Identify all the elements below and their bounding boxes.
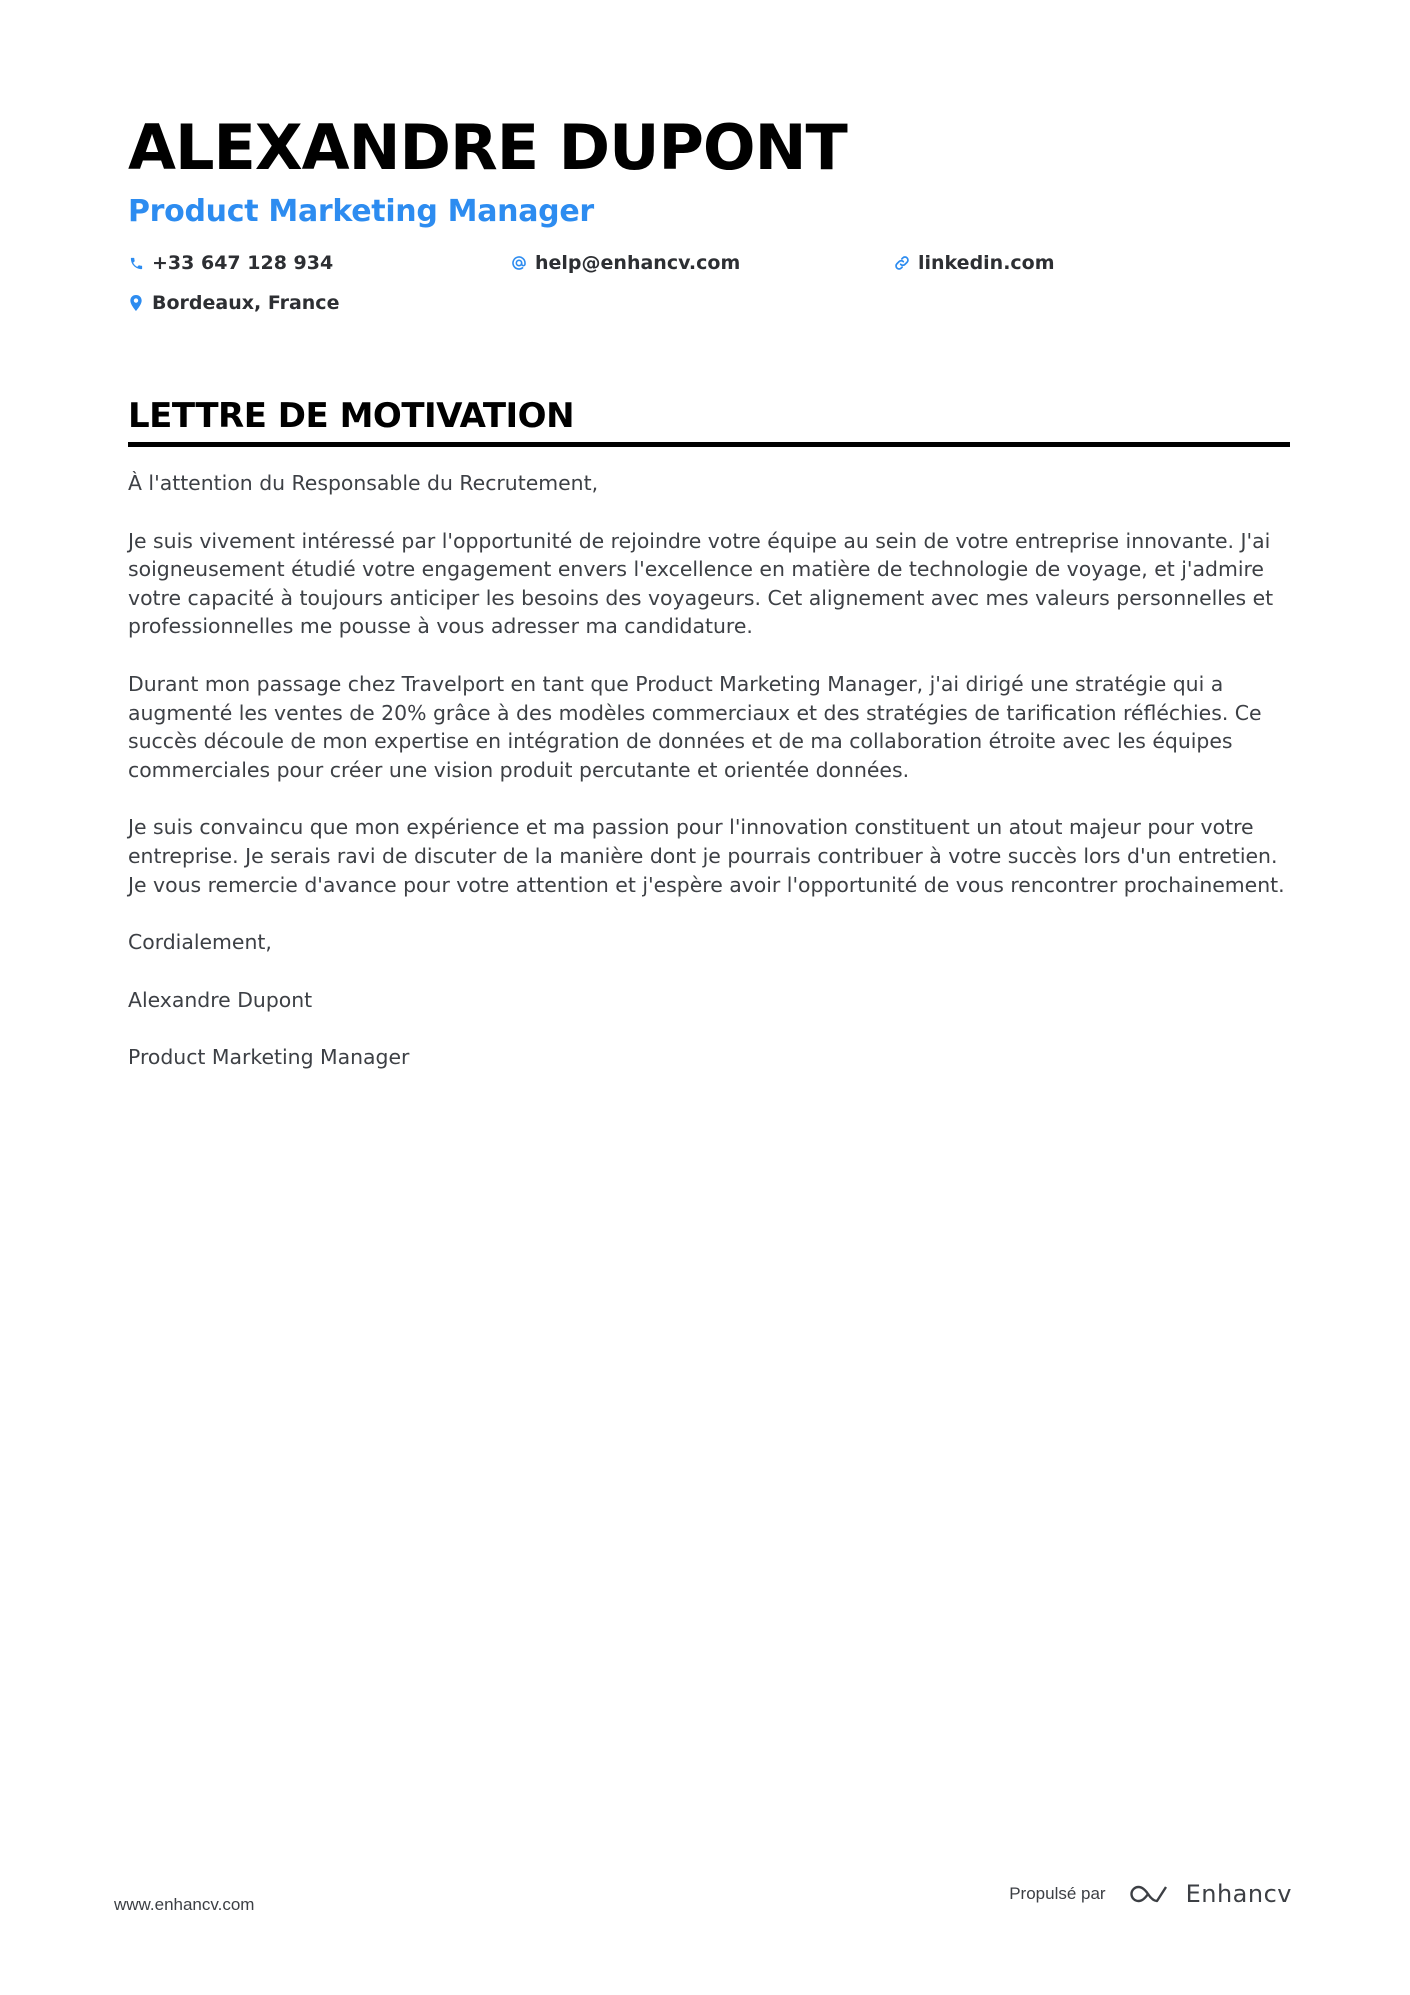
section-title: LETTRE DE MOTIVATION bbox=[128, 392, 1290, 447]
phone-text: +33 647 128 934 bbox=[152, 252, 334, 274]
location-text: Bordeaux, France bbox=[152, 292, 340, 314]
at-icon bbox=[511, 255, 527, 271]
enhancv-logo[interactable] bbox=[1128, 1880, 1292, 1908]
link-icon bbox=[894, 255, 910, 271]
powered-by-label: Propulsé par bbox=[1009, 1884, 1106, 1903]
letter-paragraph-3: Je suis convaincu que mon expérience et ma passion pour l'innovation constituent un atout majeur pour votre entreprise. Je serais ravi de discuter de la manière dont je pourrais contribuer à votre succès lors d'un entretien. Je vous remercie d'avance pour votre attention et j'espère avoir l'opportunité de vous rencontrer prochainement. bbox=[128, 815, 1285, 897]
contact-linkedin[interactable] bbox=[894, 248, 1277, 278]
brand-name: Enhancv bbox=[1185, 1880, 1292, 1908]
candidate-name: ALEXANDRE DUPONT bbox=[128, 111, 847, 184]
linkedin-text: linkedin.com bbox=[918, 252, 1055, 274]
phone-icon bbox=[128, 255, 144, 271]
cover-letter-section bbox=[128, 392, 1290, 1101]
signature-title: Product Marketing Manager bbox=[128, 1045, 410, 1070]
letter-body bbox=[128, 469, 1290, 1072]
contact-phone bbox=[128, 248, 511, 278]
letter-paragraph-2: Durant mon passage chez Travelport en tant que Product Marketing Manager, j'ai dirigé une stratégie qui a augmenté les ventes de 20% grâce à des modèles commerciaux et des stratégies de tarification réfléchies. Ce succès découle de mon expertise en intégration de données et de ma collaboration étroite avec les équipes commerciales pour créer une vision produit percutante et orientée données. bbox=[128, 671, 1262, 782]
letter-closing: Cordialement, bbox=[128, 930, 272, 955]
signature-name: Alexandre Dupont bbox=[128, 987, 313, 1012]
header bbox=[128, 108, 1290, 318]
contact-location bbox=[128, 288, 511, 318]
contact-info bbox=[128, 248, 1290, 318]
job-title: Product Marketing Manager bbox=[128, 194, 594, 229]
letter-salutation: À l'attention du Responsable du Recrutement, bbox=[128, 471, 599, 495]
enhancv-logo-icon bbox=[1128, 1882, 1174, 1906]
location-pin-icon bbox=[128, 295, 144, 311]
footer-branding bbox=[1009, 1880, 1292, 1908]
email-text: help@enhancv.com bbox=[535, 252, 741, 274]
footer-website[interactable]: www.enhancv.com bbox=[114, 1895, 255, 1914]
contact-email[interactable] bbox=[511, 248, 894, 278]
letter-paragraph-1: Je suis vivement intéressé par l'opportunité de rejoindre votre équipe au sein de votre entreprise innovante. J'ai soigneusement étudié votre engagement envers l'excellence en matière de technologie de voyage, et j'admire votre capacité à toujours anticiper les besoins des voyageurs. Cet alignement avec mes valeurs personnelles et professionnelles me pousse à vous adresser ma candidature. bbox=[128, 528, 1274, 639]
